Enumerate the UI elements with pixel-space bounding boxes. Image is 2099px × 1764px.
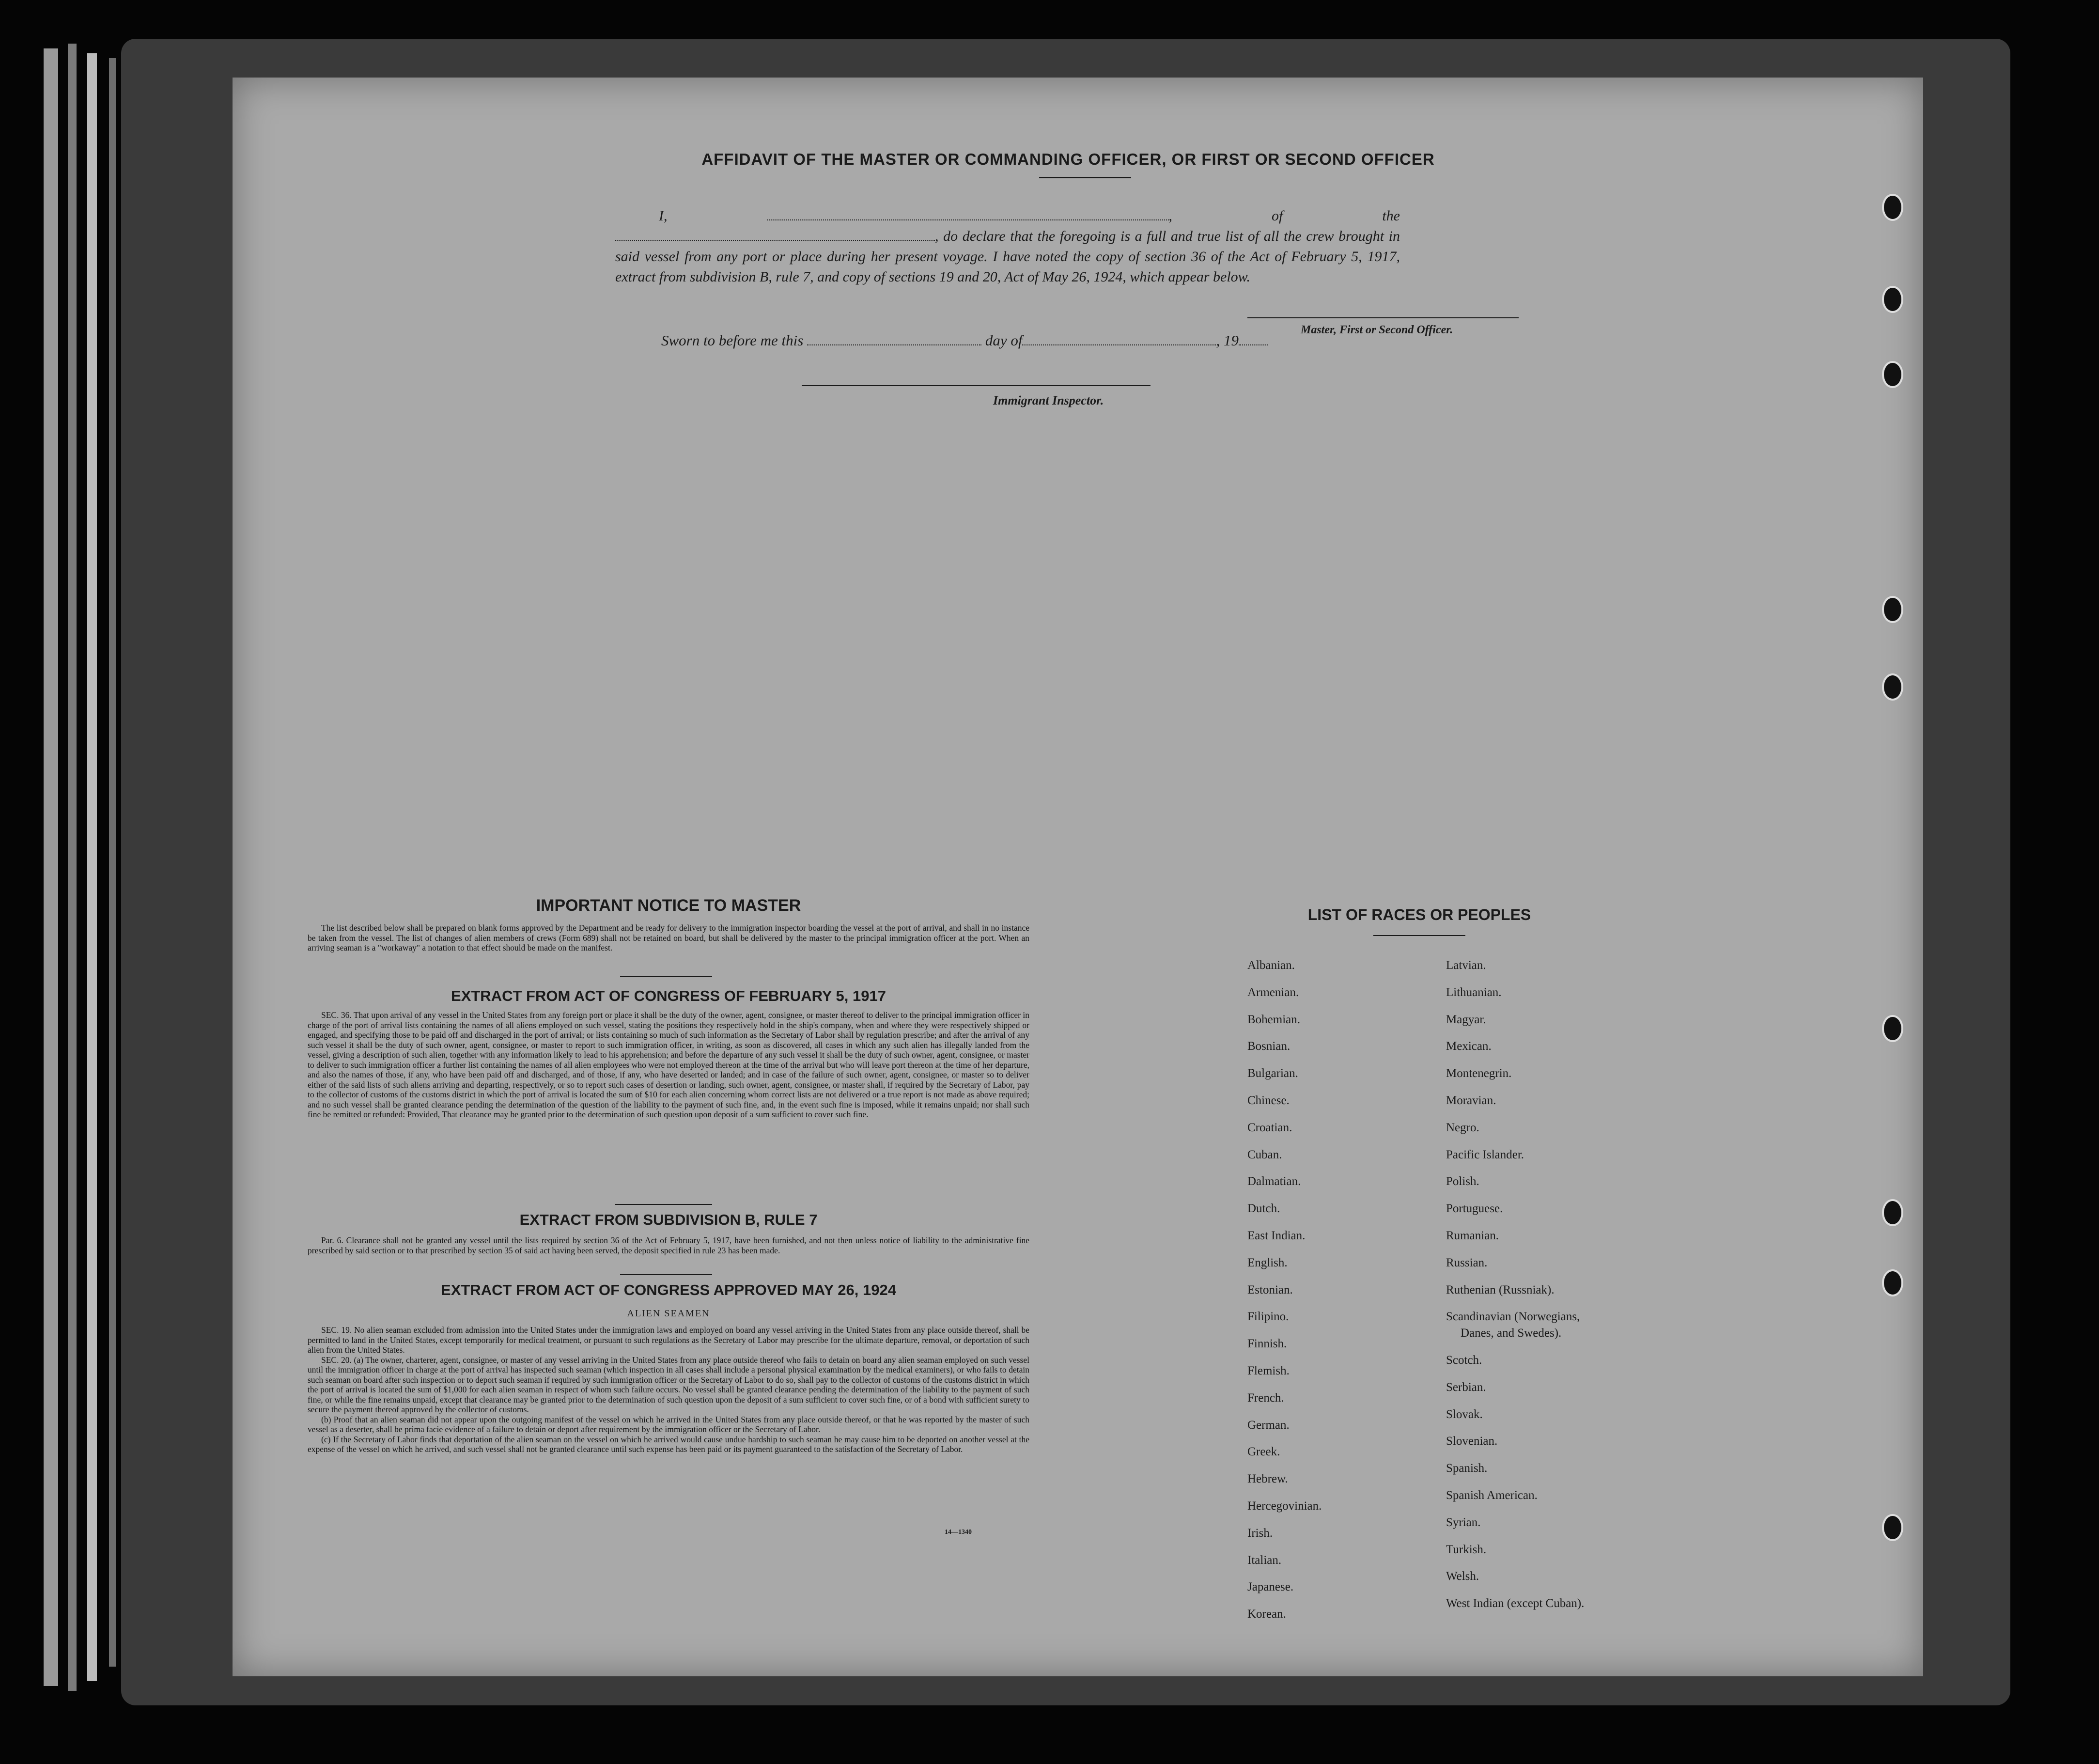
page-edge (87, 53, 97, 1681)
race-item: Syrian. (1446, 1515, 1481, 1529)
sworn-line (661, 332, 1268, 349)
race-item: Italian. (1247, 1553, 1282, 1567)
punch-hole (1882, 194, 1903, 221)
punch-hole (1882, 596, 1903, 623)
race-item: Flemish. (1247, 1364, 1290, 1377)
race-item: English. (1247, 1256, 1288, 1269)
race-item: Hercegovinian. (1247, 1499, 1322, 1513)
race-item: Polish. (1446, 1175, 1479, 1188)
race-item: Bosnian. (1247, 1040, 1290, 1053)
race-item: French. (1247, 1391, 1284, 1405)
affidavit-do-declare: , do declare (935, 228, 1006, 244)
race-item: Negro. (1446, 1121, 1479, 1134)
race-item: Bulgarian. (1247, 1067, 1298, 1080)
notice-paragraph: The list described below shall be prepared on blank forms approved by the Department and be ready for delivery to the immigration inspector boarding the vessel at the port of arrival, and shall in no instance be taken from the vessel. The list of changes of alien members of crews (Form 689) shall not be retained on board, but shall be delivered by the master to the principal immigration officer at the port. When an arriving seaman is a "workaway" a notation to that effect should be made on the manifest. (308, 923, 1029, 952)
race-item: Slovak. (1446, 1407, 1483, 1421)
race-item: Finnish. (1247, 1337, 1287, 1351)
race-item: West Indian (except Cuban). (1446, 1597, 1585, 1610)
race-item: Danes, and Swedes). (1461, 1327, 1562, 1340)
race-item: Ruthenian (Russniak). (1446, 1283, 1555, 1296)
race-item: Albanian. (1247, 959, 1295, 972)
race-item: Dalmatian. (1247, 1175, 1301, 1188)
race-item: Irish. (1247, 1526, 1273, 1540)
races-left-column (1247, 952, 1322, 1628)
page-edge (44, 48, 58, 1686)
section-20c-paragraph: (c) If the Secretary of Labor finds that deportation of the alien seaman on the vessel on which he arrived would cause undue hardship to such seaman he may cause him to be deported on another vessel at the expense of the vessel on which he arrived, and such vessel shall not be granted clearance until such expense has been paid or its payment guaranteed to the satisfaction of the Secretary of Labor. (308, 1434, 1029, 1454)
section-divider (620, 1274, 712, 1275)
extract-1924-title: EXTRACT FROM ACT OF CONGRESS APPROVED MAY 26, 1924 (441, 1281, 896, 1298)
page-edge (109, 58, 116, 1667)
race-item: Greek. (1247, 1445, 1280, 1459)
race-item: Magyar. (1446, 1013, 1486, 1026)
race-item: Slovenian. (1446, 1435, 1498, 1448)
affidavit-i: I, (659, 208, 668, 224)
race-item: Dutch. (1247, 1202, 1280, 1216)
extract-1917-text (308, 1010, 1029, 1120)
race-item: East Indian. (1247, 1229, 1306, 1242)
race-item: Armenian. (1247, 985, 1299, 999)
race-item: Scandinavian (Norwegians, (1446, 1310, 1580, 1324)
notice-title: IMPORTANT NOTICE TO MASTER (536, 896, 801, 915)
punch-hole (1882, 1514, 1903, 1541)
punch-hole (1882, 673, 1903, 701)
race-item: Filipino. (1247, 1310, 1289, 1324)
section-divider (620, 976, 712, 977)
rule7-paragraph: Par. 6. Clearance shall not be granted any vessel until the lists required by section 36 of the Act of February 5, 1917, have been furnished, and not then unless notice of liability to the administrative fine prescribed by said section or to that prescribed by section 35 of said act having been served, the deposit specified in rule 23 has been made. (308, 1235, 1029, 1255)
punch-hole (1882, 286, 1903, 313)
inspector-label: Immigrant Inspector. (993, 393, 1104, 407)
race-item: Bohemian. (1247, 1013, 1301, 1026)
race-item: Spanish. (1446, 1462, 1488, 1475)
race-item: Japanese. (1247, 1580, 1294, 1594)
affidavit-body: that the foregoing is a full and true list of all the crew brought in said vessel from any port or place during her present voyage. I have noted the copy of section 36 of the Act of February 5, 1917, extract from subdivision B, rule 7, and copy of sections 19 and 20, Act of May 26, 1924, which appear below. (615, 228, 1400, 285)
races-right-column (1446, 952, 1584, 1617)
punch-hole (1882, 1015, 1903, 1042)
sworn-prefix: Sworn to before me this (661, 332, 804, 349)
inspector-line (802, 385, 1151, 386)
vessel-blank[interactable] (615, 228, 935, 241)
form-number: 14—1340 (945, 1529, 972, 1536)
race-item: Serbian. (1446, 1380, 1486, 1394)
race-item: Moravian. (1446, 1093, 1496, 1107)
title-divider (1039, 177, 1131, 178)
affidavit-title: AFFIDAVIT OF THE MASTER OR COMMANDING OFFICER, OR FIRST OR SECOND OFFICER (701, 150, 1435, 168)
extract-1917-title: EXTRACT FROM ACT OF CONGRESS OF FEBRUARY 5, 1917 (451, 987, 886, 1004)
affidavit-of-the: , of the (1168, 208, 1400, 224)
alien-seamen-subtitle: ALIEN SEAMEN (627, 1308, 710, 1319)
page-edge (68, 44, 77, 1691)
section-divider (615, 1204, 712, 1205)
race-item: Chinese. (1247, 1093, 1290, 1107)
punch-hole (1882, 361, 1903, 388)
affidavit-text (615, 206, 1400, 287)
race-item: Rumanian. (1446, 1229, 1499, 1242)
race-item: Pacific Islander. (1446, 1148, 1524, 1161)
punch-hole (1882, 1269, 1903, 1296)
race-item: Scotch. (1446, 1353, 1482, 1367)
races-divider (1373, 935, 1465, 936)
document-page (233, 78, 1923, 1676)
race-item: Korean. (1247, 1608, 1286, 1621)
race-item: Mexican. (1446, 1040, 1492, 1053)
sworn-year-blank[interactable] (1239, 333, 1268, 345)
sworn-year-label: , 19 (1216, 332, 1239, 349)
extract-rule7-text (308, 1235, 1029, 1255)
section-19-paragraph: SEC. 19. No alien seaman excluded from admission into the United States under the immigration laws and employed on board any vessel arriving in the United States from any place outside thereof, shall be permitted to land in the United States, except temporarily for medical treatment, or pursuant to such regulations as the Secretary of Labor may prescribe for the ultimate departure, removal, or deportation of such alien from the United States. (308, 1325, 1029, 1355)
race-item: Welsh. (1446, 1570, 1479, 1583)
race-item: Latvian. (1446, 959, 1486, 972)
notice-text (308, 923, 1029, 953)
sworn-day-label: day of (985, 332, 1023, 349)
race-item: German. (1247, 1418, 1290, 1432)
sworn-month-blank[interactable] (1022, 333, 1216, 345)
race-item: Turkish. (1446, 1543, 1487, 1556)
section-36-paragraph: SEC. 36. That upon arrival of any vessel in the United States from any foreign port or place it shall be the duty of the owner, agent, consignee, or master thereof to deliver to the principal immigration officer in charge of the port of arrival lists containing the names of all aliens employed on such vessel, stating the positions they respectively hold in the ship's company, when and where they were respectively shipped or engaged, and specifying those to be paid off and discharged in the port of arrival; or lists containing so much of such information as the Secretary of Labor shall by regulation prescribe; and after the arrival of any such vessel it shall be the duty of such owner, agent, consignee, or master to report to such immigration officer, in writing, as soon as discovered, all cases in which any such alien has illegally landed from the vessel, giving a description of such alien, together with any information likely to lead to his apprehension; and before the departure of any such vessel it shall be the duty of such owner, agent, consignee, or master to deliver to such immigration officer a further list containing the names of all alien employees who were not employed thereon at the time of the arrival but who will leave port thereon at the time of her departure, and also the names of those, if any, who have been paid off and discharged, and of those, if any, who have deserted or landed; and in case of the failure of such owner, agent, consignee, or master so to deliver either of the said lists of such aliens arriving and departing, respectively, or so to report such cases of desertion or landing, such owner, agent, consignee, or master shall, if required by the Secretary of Labor, pay to the collector of customs of the customs district in which the port of arrival is located the sum of $10 for each alien concerning whom correct lists are not delivered or a true report is not made as above required; and no such vessel shall be granted clearance pending the determination of the question of the liability to the payment of such fine, and, in the event such fine is imposed, while it remains unpaid; nor shall such fine be remitted or refunded: Provided, That clearance may be granted prior to the determination of such question upon deposit of a sum sufficient to cover such fine. (308, 1010, 1029, 1119)
race-item: Portuguese. (1446, 1202, 1503, 1216)
races-title: LIST OF RACES OR PEOPLES (1307, 906, 1531, 923)
signature-line (1247, 317, 1519, 318)
race-item: Lithuanian. (1446, 985, 1502, 999)
race-item: Spanish American. (1446, 1488, 1538, 1502)
race-item: Russian. (1446, 1256, 1488, 1269)
race-item: Estonian. (1247, 1283, 1293, 1296)
section-20a-paragraph: SEC. 20. (a) The owner, charterer, agent, consignee, or master of any vessel arriving in the United States from any place outside thereof who fails to detain on board any alien seaman employed on such vessel until the immigration officer in charge at the port of arrival has inspected such seaman (which inspection in all cases shall include a personal physical examination by the medical examiners), or who fails to detain such seaman on board after such inspection or to deport such seaman if required by such immigration officer or the Secretary of Labor to do so, shall pay to the collector of customs of the customs district in which the port of arrival is located the sum of $1,000 for each alien seaman in respect of whom such failure occurs. No vessel shall be granted clearance pending the determination of the liability to the payment of such fine, or while the fine remains unpaid, except that clearance may be granted prior to the determination of such question upon the deposit of a sum sufficient to cover such fine, or of a bond with sufficient surety to secure the payment thereof approved by the collector of customs. (308, 1355, 1029, 1414)
extract-rule7-title: EXTRACT FROM SUBDIVISION B, RULE 7 (519, 1211, 818, 1228)
race-item: Croatian. (1247, 1121, 1292, 1134)
extract-1924-text (308, 1325, 1029, 1454)
section-20b-paragraph: (b) Proof that an alien seaman did not appear upon the outgoing manifest of the vessel on which he arrived in the United States from any place outside thereof, or that he was reported by the master of such vessel as a deserter, shall be prima facie evidence of a failure to detain or deport after requirement by the immigration officer or the Secretary of Labor. (308, 1414, 1029, 1434)
race-item: Hebrew. (1247, 1472, 1288, 1486)
punch-hole (1882, 1199, 1903, 1226)
race-item: Cuban. (1247, 1148, 1282, 1161)
master-label: Master, First or Second Officer. (1301, 324, 1453, 336)
name-blank[interactable] (767, 208, 1169, 220)
race-item: Montenegrin. (1446, 1067, 1512, 1080)
sworn-date-blank[interactable] (807, 333, 981, 345)
